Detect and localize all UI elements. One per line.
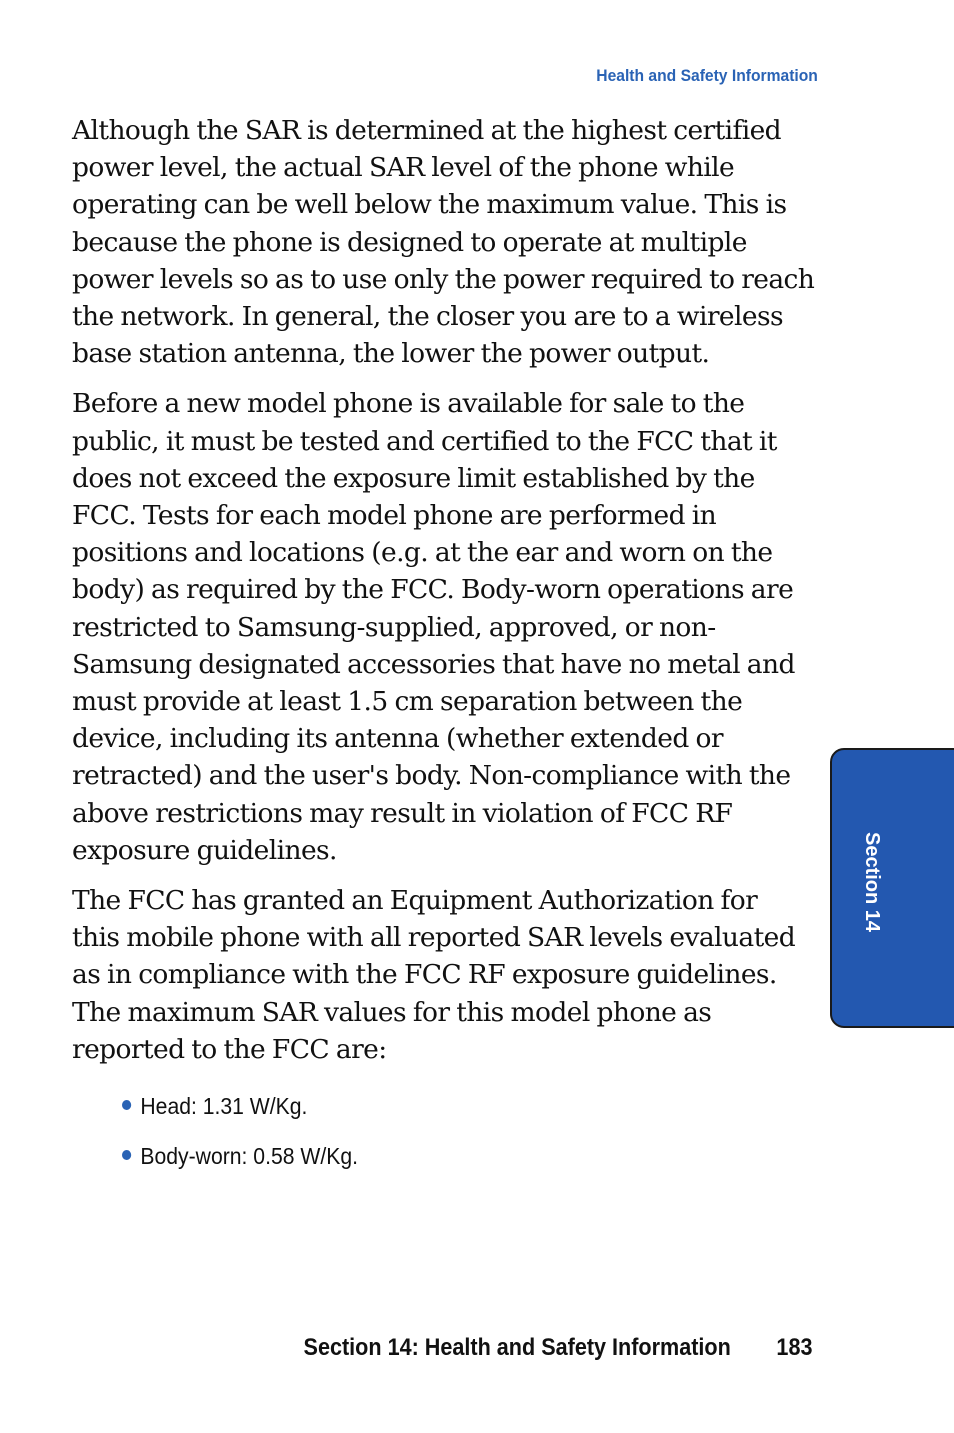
body-text bbox=[72, 112, 820, 1081]
text-line: Samsung designated accessories that have no metal and bbox=[72, 648, 795, 680]
sar-values-list bbox=[122, 1090, 379, 1190]
text-line: operating can be well below the maximum value. This is bbox=[72, 189, 787, 221]
text-line: base station antenna, the lower the power output. bbox=[72, 338, 710, 370]
text-line: this mobile phone with all reported SAR levels evaluated bbox=[72, 922, 796, 954]
text-line: positions and locations (e.g. at the ear and worn on the bbox=[72, 537, 773, 569]
text-line: device, including its antenna (whether extended or bbox=[72, 723, 723, 755]
text-line: Although the SAR is determined at the highest certified bbox=[72, 115, 782, 146]
text-line: power level, the actual SAR level of the phone while bbox=[72, 152, 735, 184]
paragraph-sar-power-level bbox=[72, 112, 820, 372]
text-line: Before a new model phone is available for sale to the bbox=[72, 388, 745, 420]
text-line: FCC. Tests for each model phone are performed in bbox=[72, 500, 717, 532]
running-header: Health and Safety Information bbox=[596, 66, 818, 85]
text-line: power levels so as to use only the power required to reach bbox=[72, 263, 815, 295]
list-item bbox=[122, 1140, 358, 1172]
text-line: public, it must be tested and certified to the FCC that it bbox=[72, 425, 777, 457]
bullet-dot-icon bbox=[122, 1150, 131, 1160]
text-line: The FCC has granted an Equipment Authorization for bbox=[72, 885, 758, 917]
text-line: body) as required by the FCC. Body-worn operations are bbox=[72, 574, 794, 606]
text-line: does not exceed the exposure limit established by the bbox=[72, 462, 755, 494]
list-item-text: Head: 1.31 W/Kg. bbox=[140, 1092, 308, 1119]
paragraph-equipment-authorization bbox=[72, 882, 820, 1068]
page-footer bbox=[303, 1334, 812, 1362]
list-item bbox=[122, 1090, 358, 1122]
text-line: as in compliance with the FCC RF exposure guidelines. bbox=[72, 959, 777, 991]
text-line: exposure guidelines. bbox=[72, 834, 337, 866]
text-line: The maximum SAR values for this model phone as bbox=[72, 996, 712, 1028]
text-line: must provide at least 1.5 cm separation between the bbox=[72, 686, 743, 718]
paragraph-fcc-testing bbox=[72, 385, 820, 869]
text-line: restricted to Samsung-supplied, approved, or non- bbox=[72, 611, 716, 643]
list-item-text: Body-worn: 0.58 W/Kg. bbox=[140, 1142, 358, 1169]
section-side-tab-label: Section 14 bbox=[861, 832, 883, 933]
text-line: retracted) and the user's body. Non-compliance with the bbox=[72, 760, 791, 792]
page-number: 183 bbox=[775, 1334, 812, 1361]
text-line: because the phone is designed to operate at multiple bbox=[72, 226, 747, 258]
footer-section-title: Section 14: Health and Safety Information bbox=[303, 1334, 731, 1361]
text-line: reported to the FCC are: bbox=[72, 1033, 387, 1065]
bullet-dot-icon bbox=[122, 1100, 131, 1110]
section-side-tab bbox=[830, 748, 954, 1028]
text-line: the network. In general, the closer you are to a wireless bbox=[72, 301, 783, 333]
text-line: above restrictions may result in violation of FCC RF bbox=[72, 797, 733, 829]
